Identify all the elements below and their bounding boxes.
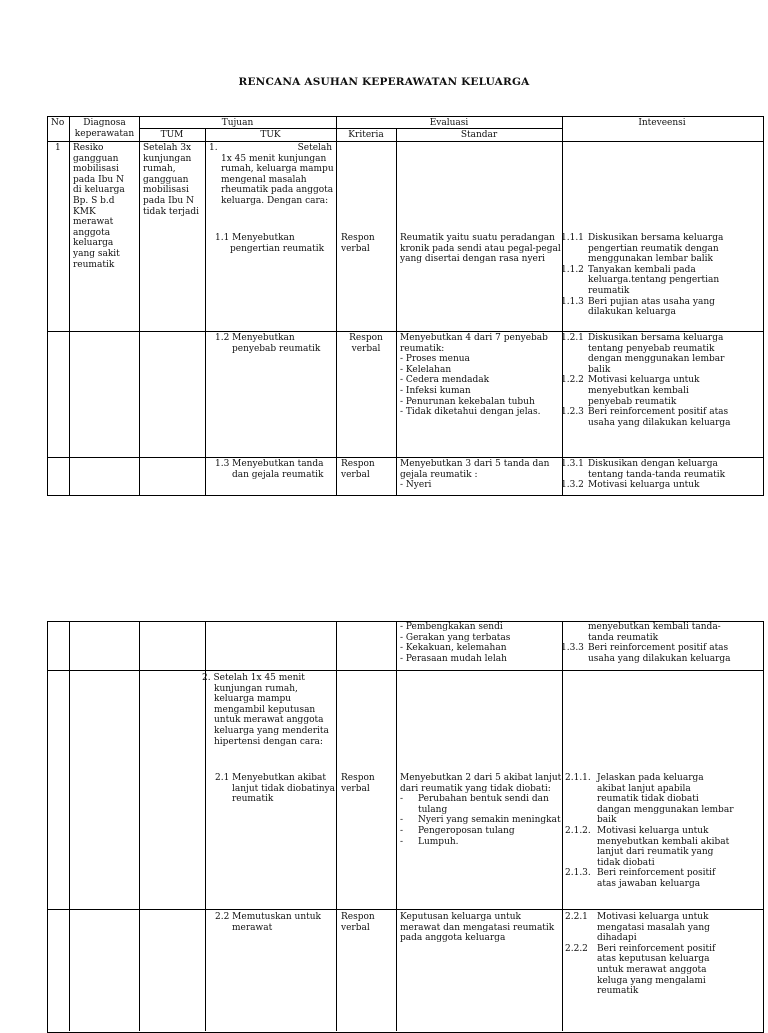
row6-standar: Keputusan keluarga untuk merawat dan mengatasi reumatik pada anggota keluarga <box>400 912 555 944</box>
header-tum: TUM <box>160 130 184 140</box>
header-evaluasi: Evaluasi <box>429 118 469 128</box>
row2-intervensi: 1.2.1 Diskusikan bersama keluarga tentang penyebab reumatik dengan menggunakan lembar balik 1.2.2 Motivasi keluarga untuk menyebutkan kembali penyebab reumatik 1.2.3 Beri reinforcement positif atas usaha yang dilakukan keluarga <box>561 333 731 428</box>
row5-tuk: 2.1 Menyebutkan akibat lanjut tidak diobatinya reumatik <box>215 773 335 805</box>
row5-kriteria: Respon verbal <box>341 773 375 794</box>
header-tuk: TUK <box>260 130 281 140</box>
row1-standar: Reumatik yaitu suatu peradangan kronik pada sendi atau pegal-pegal yang disertai dengan rasa nyeri <box>400 233 561 265</box>
header-standar: Standar <box>460 130 498 140</box>
header-intervensi: Inteveensi <box>638 118 686 128</box>
row3-intervensi: 1.3.1 Diskusikan dengan keluarga tentang tanda-tanda reumatik 1.3.2 Motivasi keluarga untuk <box>561 459 726 491</box>
row2-standar: Menyebutkan 4 dari 7 penyebab reumatik: - Proses menua - Kelelahan - Cedera mendadak - Infeksi kuman - Penurunan kekebalan tubuh - Tidak diketahui dengan jelas. <box>400 333 548 418</box>
row1-no: 1 <box>55 143 61 153</box>
row2-tuk: 1.2 Menyebutkan penyebab reumatik <box>215 333 321 354</box>
header-no: No <box>51 118 65 128</box>
row5-tuk-intro: 2. Setelah 1x 45 menit kunjungan rumah, keluarga mampu mengambil keputusan untuk merawat anggota keluarga yang menderita hipertensi dengan cara: <box>202 673 329 747</box>
row3-kriteria: Respon verbal <box>341 459 375 480</box>
row3-tuk: 1.3 Menyebutkan tanda dan gejala reumatik <box>215 459 324 480</box>
row1-tum: Setelah 3x kunjungan rumah, gangguan mobilisasi pada Ibu N tidak terjadi <box>143 143 199 217</box>
page-title: RENCANA ASUHAN KEPERAWATAN KELUARGA <box>238 76 530 88</box>
row1-tuk-intro: 1. Setelah 1x 45 menit kunjungan rumah, keluarga mampu mengenal masalah rheumatik pada anggota keluarga. Dengan cara: <box>209 143 334 206</box>
row2-kriteria: Respon verbal <box>349 333 383 354</box>
row4-standar: - Pembengkakan sendi - Gerakan yang terbatas - Kekakuan, kelemahan - Perasaan mudah lelah <box>400 622 511 664</box>
header-kriteria: Kriteria <box>348 130 384 140</box>
row1-diagnosa: Resiko gangguan mobilisasi pada Ibu N di keluarga Bp. S b.d KMK merawat anggota keluarga yang sakit reumatik <box>73 143 125 270</box>
row1-tuk: 1.1 Menyebutkan pengertian reumatik <box>215 233 325 254</box>
header-tujuan: Tujuan <box>221 118 254 128</box>
row1-kriteria: Respon verbal <box>341 233 375 254</box>
row6-tuk: 2.2 Memutuskan untuk merawat <box>215 912 322 933</box>
row5-standar: Menyebutkan 2 dari 5 akibat lanjut dari reumatik yang tidak diobati: - Perubahan bentuk sendi dan tulang - Nyeri yang semakin meningkat - Pengeroposan tulang - Lumpuh. <box>400 773 562 847</box>
row4-intervensi: menyebutkan kembali tanda- tanda reumatik 1.3.3 Beri reinforcement positif atas usaha yang dilakukan keluarga <box>561 622 731 664</box>
row6-kriteria: Respon verbal <box>341 912 375 933</box>
row1-intervensi: 1.1.1 Diskusikan bersama keluarga pengertian reumatik dengan menggunakan lembar balik 1.1.2 Tanyakan kembali pada keluarga.tentang pengertian reumatik 1.1.3 Beri pujian atas usaha yang dilakukan keluarga <box>561 233 724 318</box>
row3-standar: Menyebutkan 3 dari 5 tanda dan gejala reumatik : - Nyeri <box>400 459 550 491</box>
row6-intervensi: 2.2.1 Motivasi keluarga untuk mengatasi masalah yang dihadapi 2.2.2 Beri reinforcement positif atas keputusan keluarga untuk merawat anggota keluga yang mengalami reumatik <box>565 912 716 997</box>
header-diagnosa: Diagnosa keperawatan <box>74 118 135 139</box>
row5-intervensi: 2.1.1. Jelaskan pada keluarga akibat lanjut apabila reumatik tidak diobati dangan menggunakan lembar baik 2.1.2. Motivasi keluarga untuk menyebutkan kembali akibat lanjut dari reumatik yang tidak diobati 2.1.3. Beri reinforcement positif atas jawaban keluarga <box>565 773 734 889</box>
